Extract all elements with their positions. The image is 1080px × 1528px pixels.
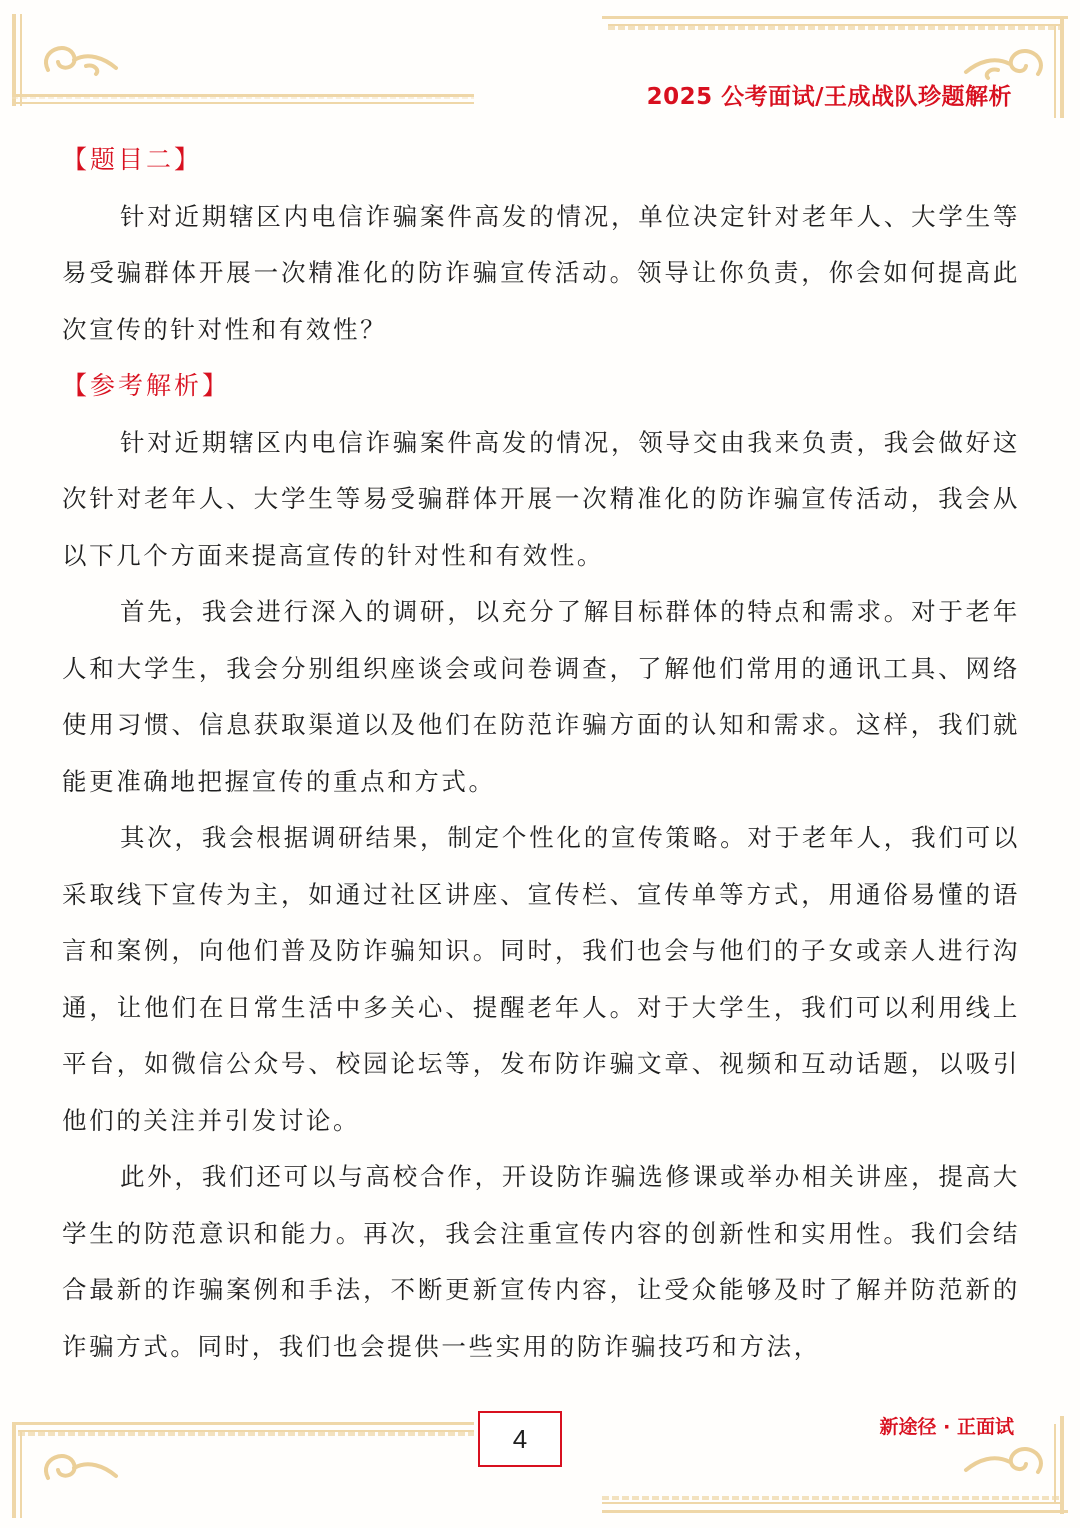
top-left-ornament bbox=[8, 10, 478, 110]
cloud-swirl-icon bbox=[966, 51, 1041, 78]
cloud-swirl-icon bbox=[46, 48, 116, 74]
analysis-paragraph: 此外，我们还可以与高校合作，开设防诈骗选修课或举办相关讲座，提高大学生的防范意识和能力。再次，我会注重宣传内容的创新性和实用性。我们会结合最新的诈骗案例和手法，不断更新宣传内容，让受众能够及时了解并防范新的诈骗方式。同时，我们也会提供一些实用的防诈骗技巧和方法， bbox=[62, 1162, 1020, 1361]
cloud-swirl-icon bbox=[966, 1449, 1041, 1472]
footer-slogan: 新途径 · 正面试 bbox=[879, 1416, 1014, 1438]
analysis-paragraph: 其次，我会根据调研结果，制定个性化的宣传策略。对于老年人，我们可以采取线下宣传为主，如通过社区讲座、宣传栏、宣传单等方式，用通俗易懂的语言和案例，向他们普及防诈骗知识。同时，我们也会与他们的子女或亲人进行沟通，让他们在日常生活中多关心、提醒老年人。对于大学生，我们可以利用线上平台，如微信公众号、校园论坛等，发布防诈骗文章、视频和互动话题，以吸引他们的关注并引发讨论。 bbox=[62, 823, 1020, 1135]
question-text: 针对近期辖区内电信诈骗案件高发的情况，单位决定针对老年人、大学生等易受骗群体开展一次精准化的防诈骗宣传活动。领导让你负责，你会如何提高此次宣传的针对性和有效性？ bbox=[62, 201, 1020, 344]
bottom-left-ornament bbox=[8, 1412, 478, 1520]
cloud-swirl-icon bbox=[46, 1456, 116, 1478]
page-number: 4 bbox=[478, 1411, 562, 1467]
header-title: 2025 公考面试/王成战队珍题解析 bbox=[646, 84, 1012, 110]
analysis-paragraph: 首先，我会进行深入的调研，以充分了解目标群体的特点和需求。对于老年人和大学生，我会分别组织座谈会或问卷调查，了解他们常用的通讯工具、网络使用习惯、信息获取渠道以及他们在防范诈骗方面的认知和需求。这样，我们就能更准确地把握宣传的重点和方式。 bbox=[62, 597, 1020, 796]
document-body bbox=[62, 132, 1020, 1375]
analysis-paragraph: 针对近期辖区内电信诈骗案件高发的情况，领导交由我来负责，我会做好这次针对老年人、大学生等易受骗群体开展一次精准化的防诈骗宣传活动，我会从以下几个方面来提高宣传的针对性和有效性。 bbox=[62, 427, 1020, 570]
question-heading: 【题目二】 bbox=[62, 145, 203, 174]
analysis-heading: 【参考解析】 bbox=[62, 371, 231, 400]
